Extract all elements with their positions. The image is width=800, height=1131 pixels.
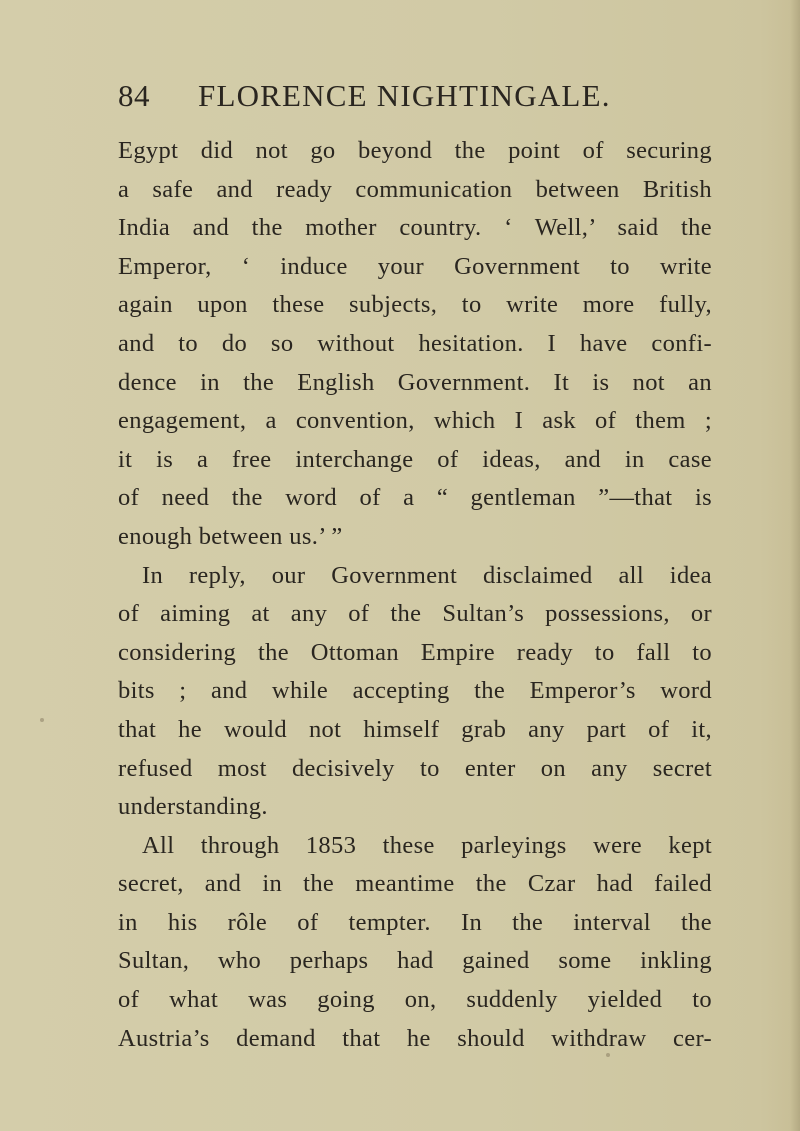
text-line: and to do so without hesitation. I have confi- xyxy=(118,329,712,357)
text-line: it is a free interchange of ideas, and in case xyxy=(118,445,712,473)
text-line: that he would not himself grab any part of it, xyxy=(118,715,712,743)
text-line: engagement, a convention, which I ask of them ; xyxy=(118,407,712,435)
text-line: India and the mother country. ‘ Well,’ said the xyxy=(118,214,712,242)
text-line: again upon these subjects, to write more fully, xyxy=(118,291,712,319)
text-line: considering the Ottoman Empire ready to fall to xyxy=(118,638,712,666)
text-line: refused most decisively to enter on any secret xyxy=(118,754,712,782)
text-line: Sultan, who perhaps had gained some inkling xyxy=(118,947,712,975)
text-line: Emperor, ‘ induce your Government to write xyxy=(118,252,712,280)
text-line: understanding. xyxy=(118,793,268,821)
page-edge-shadow xyxy=(790,0,800,1131)
text-line: In reply, our Government disclaimed all idea xyxy=(142,561,712,589)
running-title: FLORENCE NIGHTINGALE. xyxy=(198,78,611,113)
text-line: Austria’s demand that he should withdraw cer- xyxy=(118,1024,712,1052)
text-line: enough between us.’ ” xyxy=(118,522,343,550)
page-number: 84 xyxy=(118,78,150,113)
text-line: Egypt did not go beyond the point of securing xyxy=(118,137,712,164)
text-line: secret, and in the meantime the Czar had failed xyxy=(118,870,712,898)
text-line: dence in the English Government. It is not an xyxy=(118,368,712,396)
text-line: of what was going on, suddenly yielded to xyxy=(118,986,712,1014)
text-line: in his rôle of tempter. In the interval the xyxy=(118,908,712,936)
text-line: of need the word of a “ gentleman ”—that is xyxy=(118,484,712,512)
text-line: of aiming at any of the Sultan’s possessions, or xyxy=(118,600,712,628)
paper-speck xyxy=(40,718,44,722)
text-line: a safe and ready communication between British xyxy=(118,175,712,203)
text-line: All through 1853 these parleyings were kept xyxy=(142,831,712,859)
text-line: bits ; and while accepting the Emperor’s word xyxy=(118,677,712,705)
body-text xyxy=(118,132,712,1058)
page-header xyxy=(0,78,800,122)
paper-speck xyxy=(606,1053,610,1057)
